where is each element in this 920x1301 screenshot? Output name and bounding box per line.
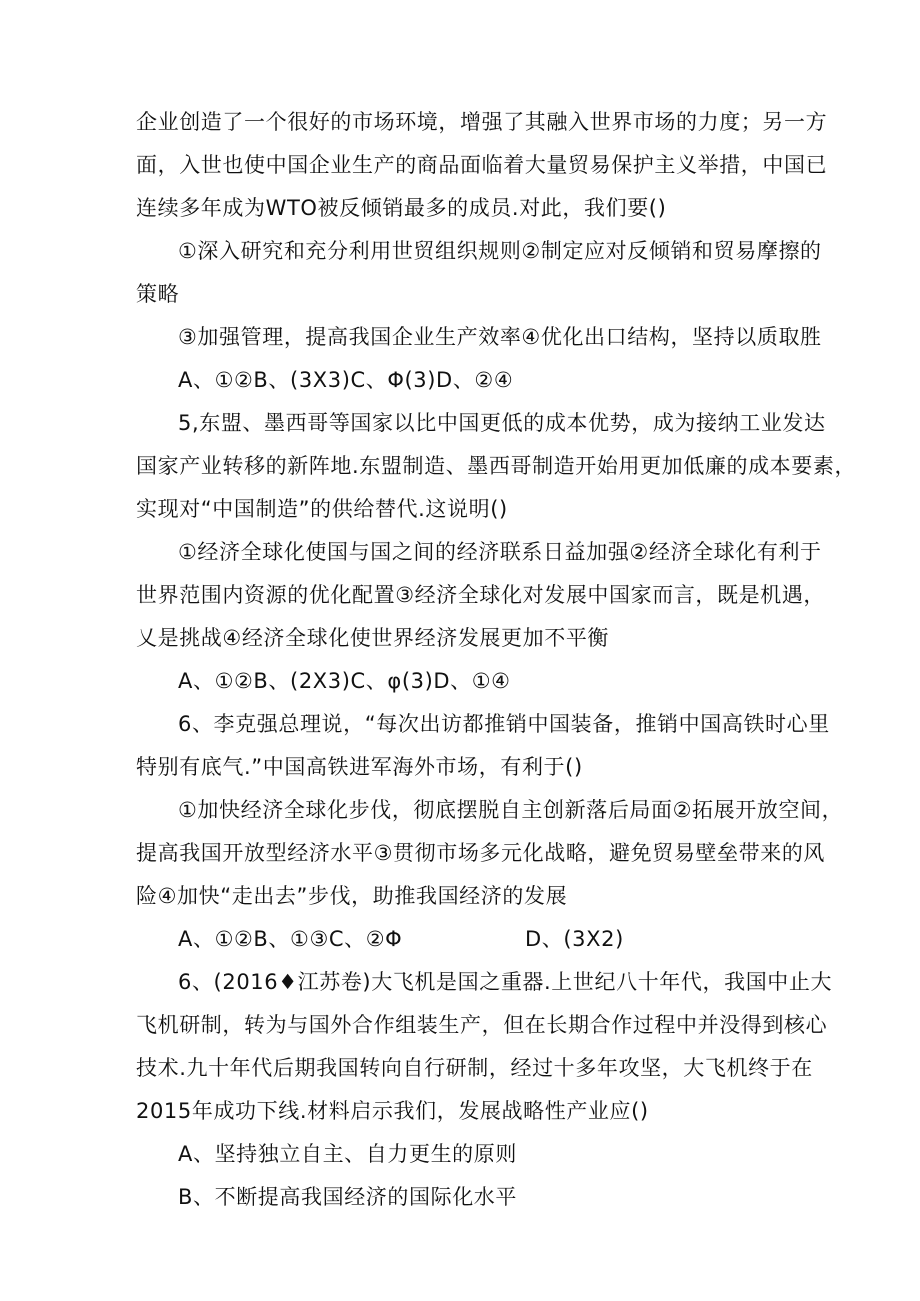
text-line: 乂是挑战④经济全球化使世界经济发展更加不平衡 bbox=[136, 626, 610, 650]
text-line: ①加快经济全球化步伐，彻底摆脱自主创新落后局面②拓展开放空间， bbox=[178, 798, 844, 822]
text-line: ③加强管理，提高我国企业生产效率④优化出口结构，坚持以质取胜 bbox=[178, 325, 822, 349]
answer-option-d: D、(3X2) bbox=[525, 927, 624, 951]
text-line: 技术.九十年代后期我国转向自行研制，经过十多年攻坚，大飞机终于在 bbox=[136, 1056, 813, 1080]
text-line: 面，入世也使中国企业生产的商品面临着大量贸易保护主义举措，中国已 bbox=[136, 153, 828, 177]
text-line: 企业创造了一个很好的市场环境，增强了其融入世界市场的力度；另一方 bbox=[136, 110, 828, 134]
text-line: ①经济全球化使国与国之间的经济联系日益加强②经济全球化有利于 bbox=[178, 540, 822, 564]
text-line: 策略 bbox=[136, 282, 180, 306]
answer-option-b: B、不断提高我国经济的国际化水平 bbox=[178, 1185, 518, 1209]
text-line: 提高我国开放型经济水平③贯彻市场多元化战略，避免贸易壁垒带来的风 bbox=[136, 841, 826, 865]
text-line: 2015年成功下线.材料启示我们，发展战略性产业应() bbox=[136, 1099, 649, 1123]
text-line: ①深入研究和充分利用世贸组织规则②制定应对反倾销和贸易摩擦的 bbox=[178, 239, 822, 263]
answer-option-a: A、坚持独立自主、自力更生的原则 bbox=[178, 1142, 517, 1166]
text-line: 国家产业转移的新阵地.东盟制造、墨西哥制造开始用更加低廉的成本要素， bbox=[136, 454, 857, 478]
question-6: 6、李克强总理说，“每次出访都推销中国装备，推销中国高铁时心里 bbox=[178, 712, 830, 736]
text-line: 特别有底气.”中国高铁进军海外市场，有利于() bbox=[136, 755, 583, 779]
text-line: 世界范围内资源的优化配置③经济全球化对发展中国家而言，既是机遇， bbox=[136, 583, 826, 607]
question-5: 5,东盟、墨西哥等国家以比中国更低的成本优势，成为接纳工业发达 bbox=[178, 411, 826, 435]
question-6b: 6、(2016♦江苏卷)大飞机是国之重器.上世纪八十年代，我国中止大 bbox=[178, 970, 833, 994]
text-line: 连续多年成为WTO被反倾销最多的成员.对此，我们要() bbox=[136, 196, 667, 220]
answer-options: A、①②B、(2X3)C、φ(3)D、①④ bbox=[178, 669, 511, 693]
answer-options: A、①②B、(3X3)C、Φ(3)D、②④ bbox=[178, 368, 514, 392]
text-line: 飞机研制，转为与国外合作组装生产，但在长期合作过程中并没得到核心 bbox=[136, 1013, 828, 1037]
answer-options: A、①②B、①③C、②Φ bbox=[178, 927, 403, 951]
text-line: 实现对“中国制造”的供给替代.这说明() bbox=[136, 497, 508, 521]
text-line: 险④加快“走出去”步伐，助推我国经济的发展 bbox=[136, 884, 568, 908]
